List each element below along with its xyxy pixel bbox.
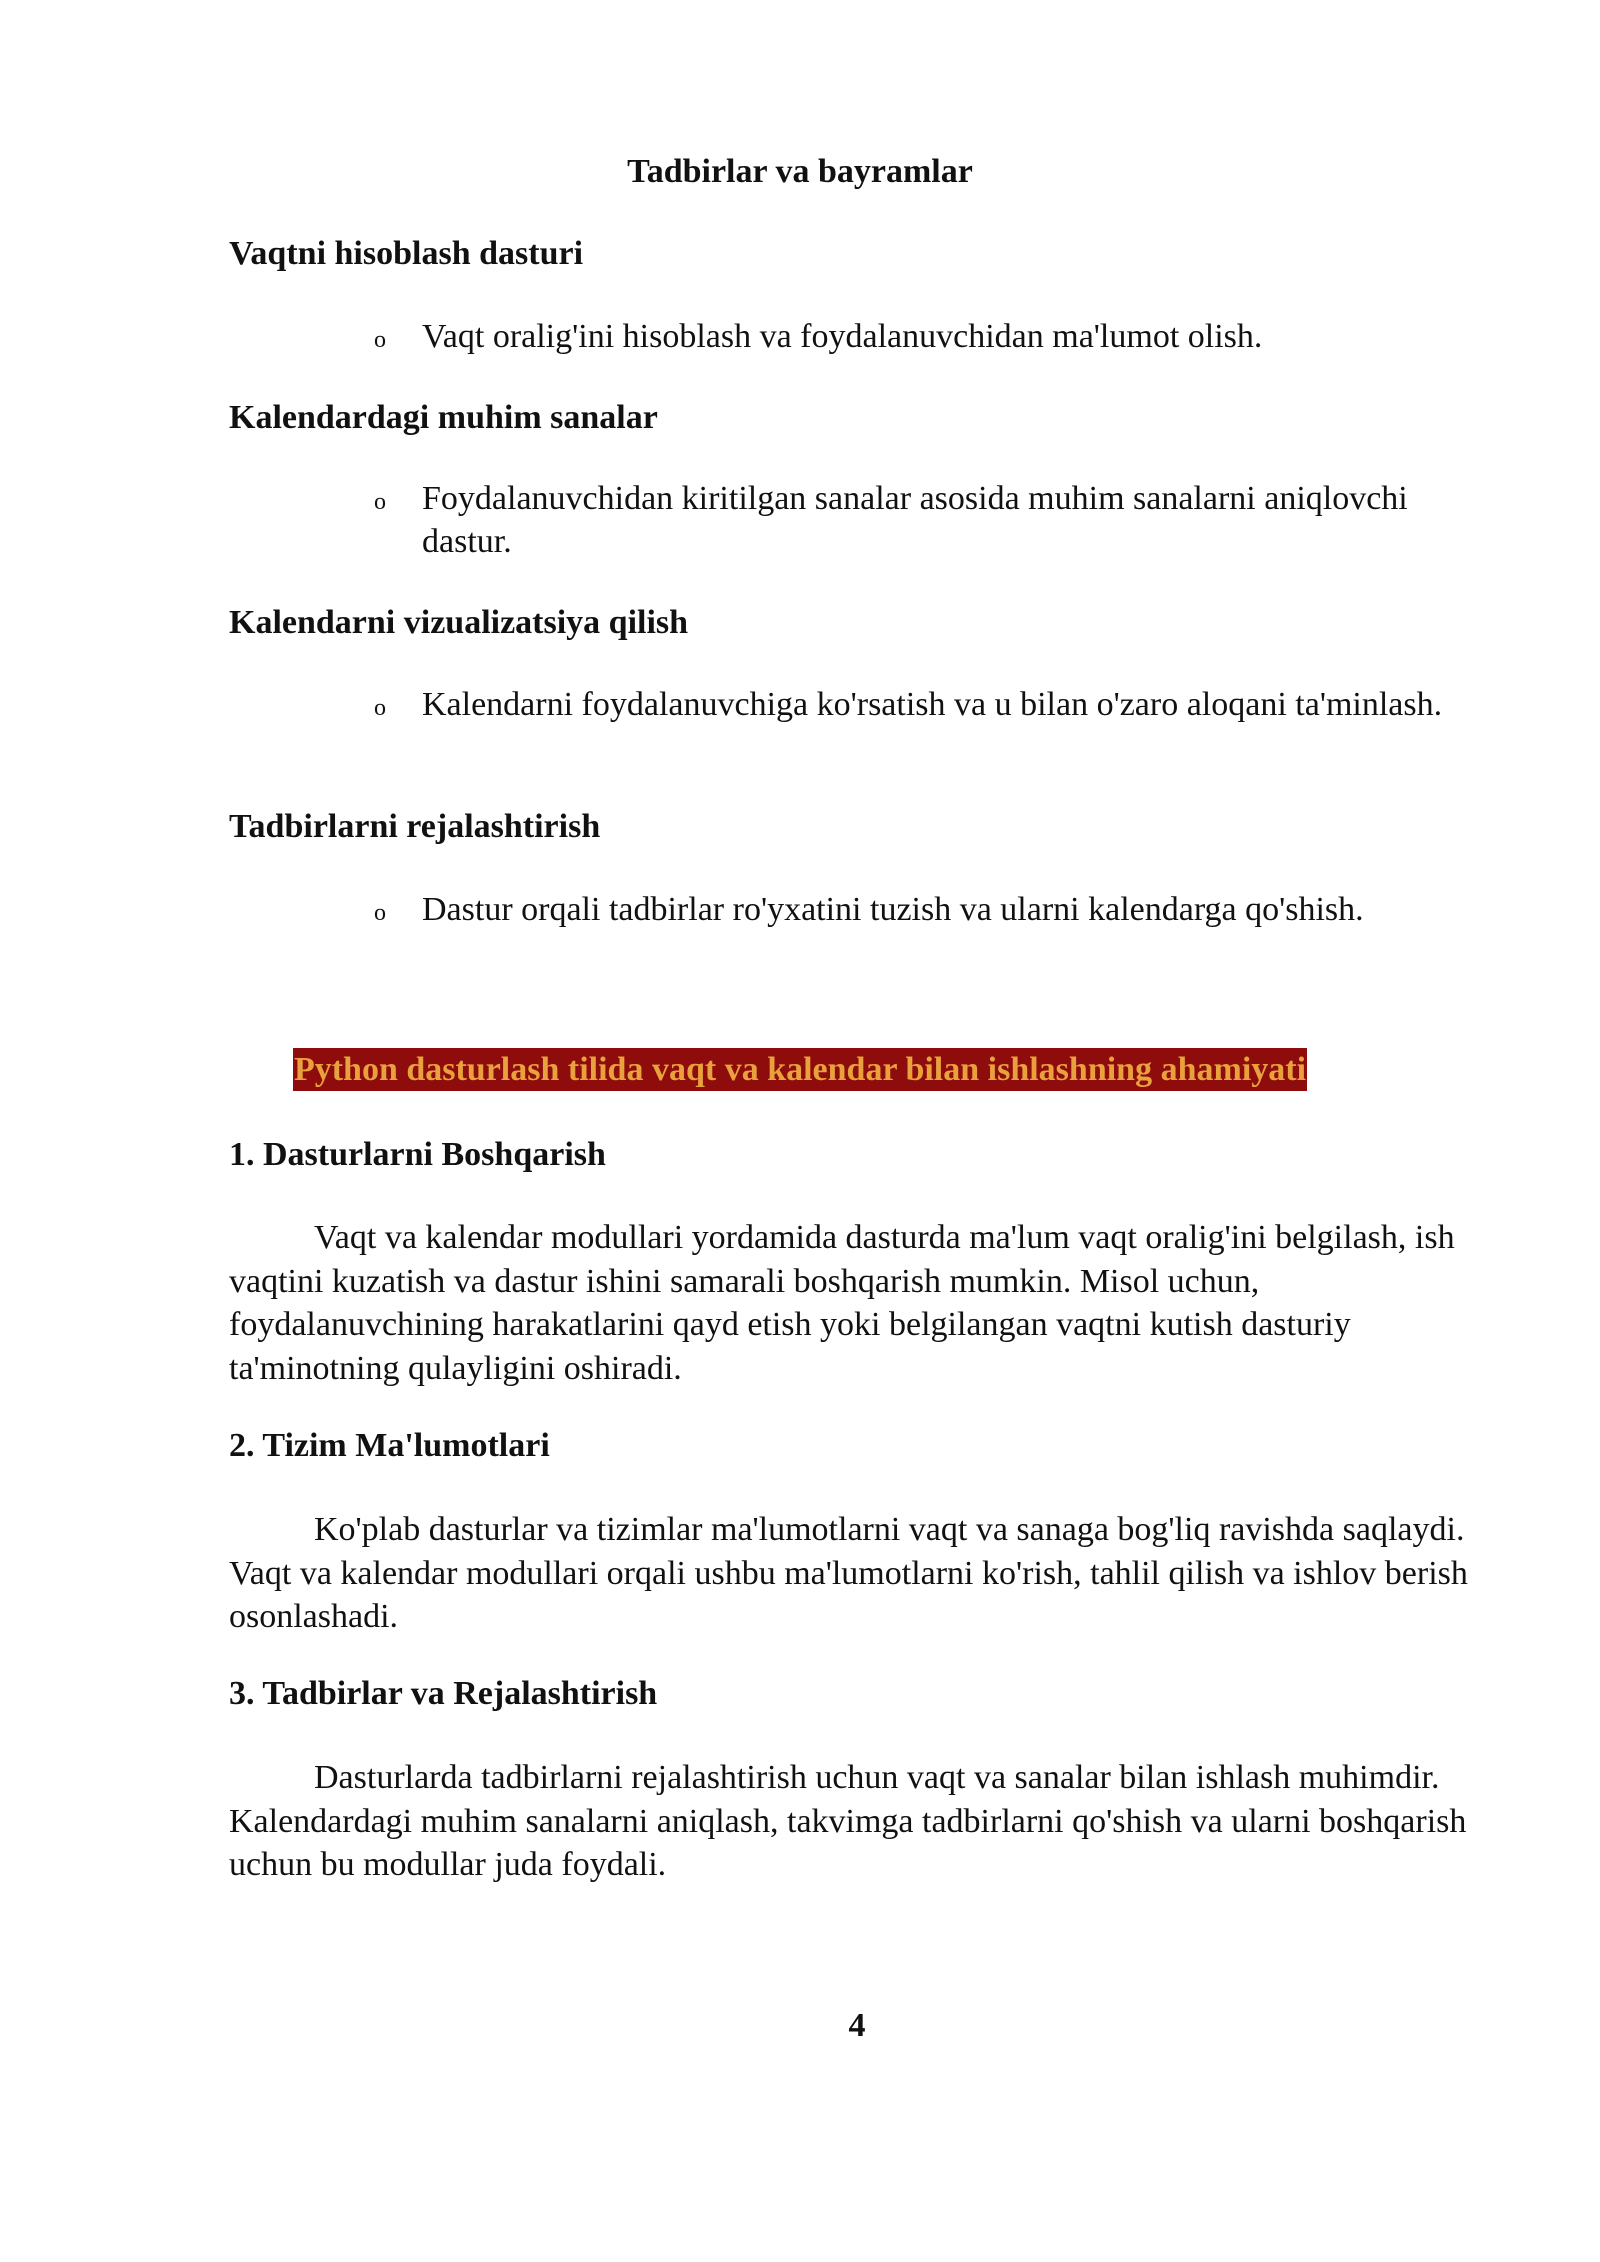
paragraph-3: Dasturlarda tadbirlarni rejalashtirish uchun vaqt va sanalar bilan ishlash muhimdir. Kalendardagi muhim sanalarni aniqlash, takvimga tadbirlarni qo'shish va ularni boshqarish uchun bu modullar juda foydali. [229, 1759, 1467, 1883]
bullet-item: Vaqt oralig'ini hisoblash va foydalanuvchidan ma'lumot olish. [422, 318, 1263, 355]
highlighted-heading: Python dasturlash tilida vaqt va kalendar bilan ishlashning ahamiyati [293, 1048, 1307, 1091]
section-heading-kalendardagi-muhim-sanalar: Kalendardagi muhim sanalar [229, 399, 658, 436]
page-number: 4 [848, 2007, 866, 2044]
paragraph-2: Ko'plab dasturlar va tizimlar ma'lumotlarni vaqt va sanaga bog'liq ravishda saqlaydi. Vaqt va kalendar modullari orqali ushbu ma'lumotlarni ko'rish, tahlil qilish va ishlov berish osonlashadi. [229, 1511, 1468, 1635]
bullet-marker: o [374, 489, 386, 515]
bullet-item: Kalendarni foydalanuvchiga ko'rsatish va u bilan o'zaro aloqani ta'minlash. [422, 686, 1443, 723]
numbered-heading-3: 3. Tadbirlar va Rejalashtirish [229, 1675, 658, 1712]
bullet-item: Foydalanuvchidan kiritilgan sanalar asosida muhim sanalarni aniqlovchi dastur. [422, 480, 1408, 560]
numbered-heading-1: 1. Dasturlarni Boshqarish [229, 1136, 606, 1173]
section-heading-kalendarni-vizualizatsiya: Kalendarni vizualizatsiya qilish [229, 604, 689, 641]
paragraph-1: Vaqt va kalendar modullari yordamida dasturda ma'lum vaqt oralig'ini belgilash, ish vaqtini kuzatish va dastur ishini samarali boshqarish mumkin. Misol uchun, foydalanuvchining harakatlarini qayd etish yoki belgilangan vaqtni kutish dasturiy ta'minotning qulayligini oshiradi. [229, 1219, 1455, 1387]
bullet-item: Dastur orqali tadbirlar ro'yxatini tuzish va ularni kalendarga qo'shish. [422, 891, 1364, 928]
bullet-marker: o [374, 695, 386, 721]
bullet-marker: o [374, 327, 386, 353]
section-heading-vaqtni-hisoblash: Vaqtni hisoblash dasturi [229, 235, 584, 272]
bullet-marker: o [374, 900, 386, 926]
section-heading-tadbirlarni-rejalashtirish: Tadbirlarni rejalashtirish [229, 808, 601, 845]
numbered-heading-2: 2. Tizim Ma'lumotlari [229, 1427, 550, 1464]
highlight-heading-row [0, 1048, 1600, 1091]
page-title: Tadbirlar va bayramlar [627, 153, 973, 190]
